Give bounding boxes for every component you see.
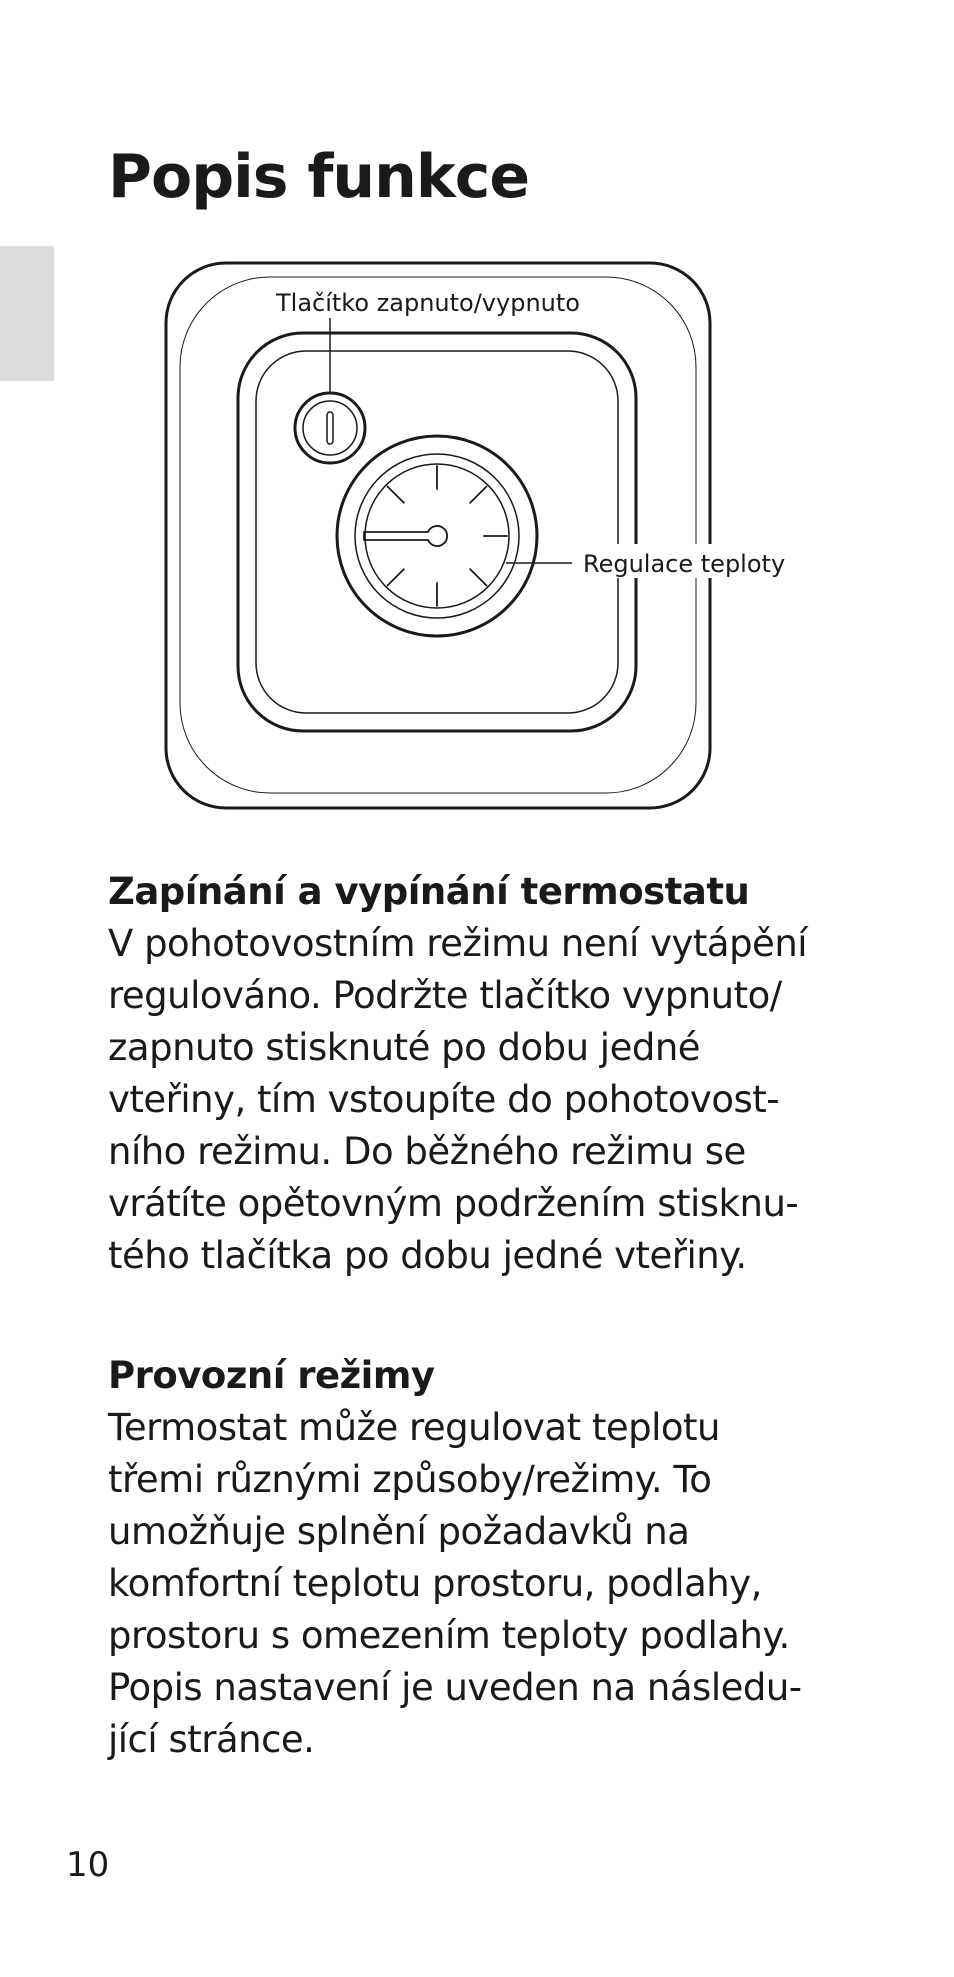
body-line: vrátíte opětovným podržením stisknu- bbox=[108, 1182, 799, 1225]
label-temperature-dial: Regulace teploty bbox=[583, 550, 786, 578]
body-line: jící stránce. bbox=[108, 1718, 315, 1761]
body-line: zapnuto stisknuté po dobu jedné bbox=[108, 1026, 701, 1069]
body-line: Popis nastavení je uveden na následu- bbox=[108, 1666, 802, 1709]
section-operating-modes bbox=[108, 1350, 868, 1766]
device-panel bbox=[256, 351, 618, 713]
temperature-dial-icon bbox=[337, 436, 537, 636]
body-line: třemi různými způsoby/režimy. To bbox=[108, 1458, 712, 1501]
section-heading: Provozní režimy bbox=[108, 1354, 435, 1397]
body-line: umožňuje splnění požadavků na bbox=[108, 1510, 690, 1553]
thermostat-illustration bbox=[0, 0, 954, 830]
body-line: Termostat může regulovat teplotu bbox=[108, 1406, 720, 1449]
body-line: komfortní teplotu prostoru, podlahy, bbox=[108, 1562, 762, 1605]
body-line: V pohotovostním režimu není vytápění bbox=[108, 922, 808, 965]
body-line: regulováno. Podržte tlačítko vypnuto/ bbox=[108, 974, 782, 1017]
label-power-button: Tlačítko zapnuto/vypnuto bbox=[276, 289, 580, 317]
section-body bbox=[108, 1402, 868, 1766]
section-heading: Zapínání a vypínání termostatu bbox=[108, 870, 750, 913]
power-button-icon bbox=[295, 393, 365, 463]
outer-frame bbox=[166, 263, 710, 808]
section-on-off bbox=[108, 866, 868, 1282]
section-body bbox=[108, 918, 868, 1282]
body-line: vteřiny, tím vstoupíte do pohotovost- bbox=[108, 1078, 780, 1121]
page-number: 10 bbox=[66, 1845, 110, 1885]
body-line: ního režimu. Do běžného režimu se bbox=[108, 1130, 746, 1173]
body-line: tého tlačítka po dobu jedné vteřiny. bbox=[108, 1234, 747, 1277]
body-line: prostoru s omezením teploty podlahy. bbox=[108, 1614, 790, 1657]
device-body bbox=[238, 333, 636, 731]
page-title: Popis funkce bbox=[108, 142, 530, 212]
